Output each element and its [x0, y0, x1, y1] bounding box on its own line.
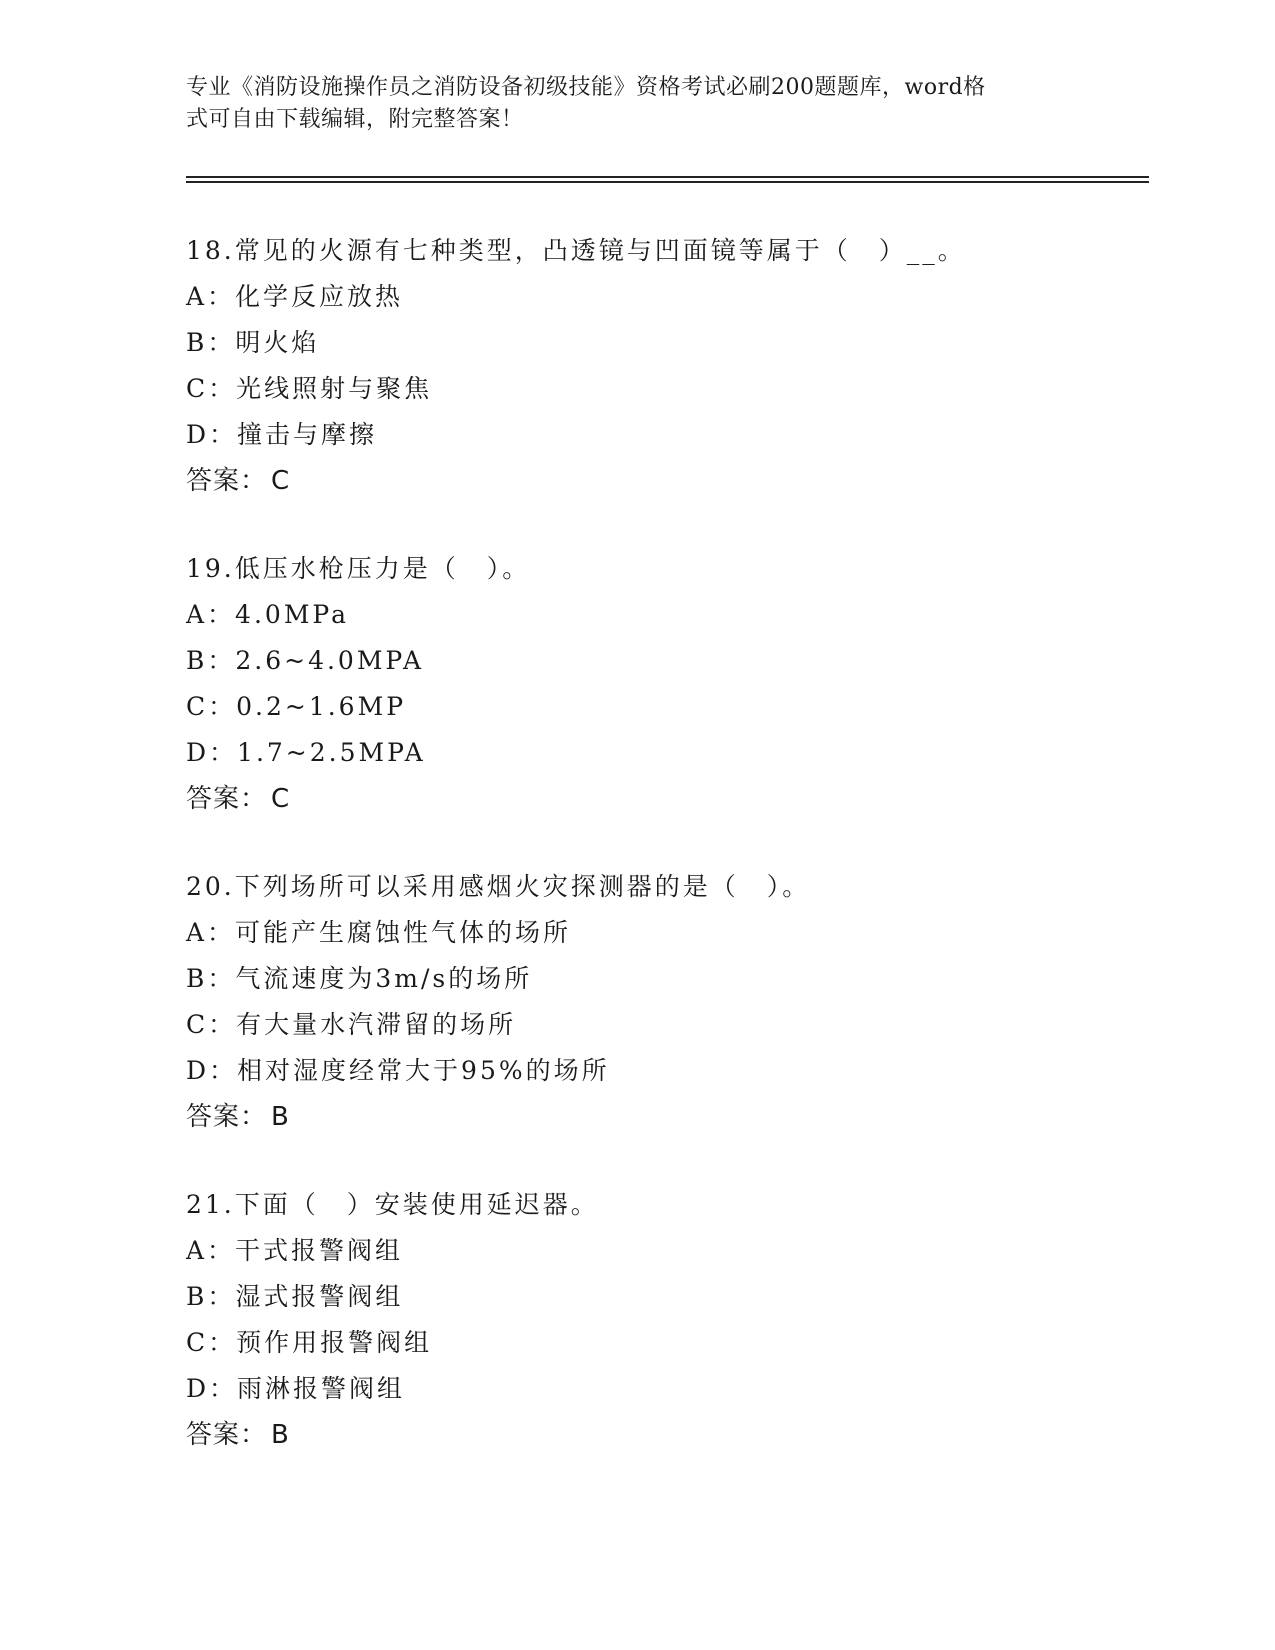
- question-stem: 20.下列场所可以采用感烟火灾探测器的是（ ）。: [186, 872, 811, 901]
- header-divider-top: [186, 176, 1149, 178]
- option-c: C：预作用报警阀组: [186, 1328, 433, 1357]
- option-b: B：气流速度为3m/s的场所: [186, 964, 533, 993]
- option-c: C：光线照射与聚焦: [186, 374, 433, 403]
- option-b: B：湿式报警阀组: [186, 1282, 404, 1311]
- header-line-1: 专业《消防设施操作员之消防设备初级技能》资格考试必刷200题题库，word格: [186, 75, 986, 100]
- answer-label: 答案：: [186, 466, 268, 496]
- option-c: C：有大量水汽滞留的场所: [186, 1010, 517, 1039]
- answer-value: C: [271, 784, 291, 814]
- question-19: [186, 546, 1146, 822]
- question-stem: 21.下面（ ）安装使用延迟器。: [186, 1190, 599, 1219]
- document-header: [186, 72, 1066, 136]
- option-a: A：可能产生腐蚀性气体的场所: [186, 918, 572, 947]
- option-b: B：明火焰: [186, 328, 320, 357]
- answer-value: B: [271, 1102, 290, 1132]
- question-stem: 18.常见的火源有七种类型，凸透镜与凹面镜等属于（ ）__。: [186, 236, 966, 265]
- answer-value: C: [271, 466, 291, 496]
- question-stem: 19.低压水枪压力是（ ）。: [186, 554, 531, 583]
- option-d: D：雨淋报警阀组: [186, 1374, 406, 1403]
- option-d: D：撞击与摩擦: [186, 420, 378, 449]
- header-divider-bottom: [186, 181, 1149, 183]
- question-21: [186, 1182, 1146, 1458]
- option-b: B：2.6~4.0MPA: [186, 646, 425, 675]
- answer-value: B: [271, 1420, 290, 1450]
- option-a: A：化学反应放热: [186, 282, 404, 311]
- option-c: C：0.2~1.6MP: [186, 692, 407, 721]
- option-a: A：4.0MPa: [186, 600, 350, 629]
- question-20: [186, 864, 1146, 1140]
- answer-label: 答案：: [186, 1102, 268, 1132]
- option-a: A：干式报警阀组: [186, 1236, 404, 1265]
- answer-line: [186, 458, 1146, 504]
- answer-label: 答案：: [186, 1420, 268, 1450]
- header-line-2: 式可自由下载编辑，附完整答案！: [186, 107, 524, 132]
- answer-label: 答案：: [186, 784, 268, 814]
- question-18: [186, 228, 1146, 504]
- answer-line: [186, 776, 1146, 822]
- answer-line: [186, 1412, 1146, 1458]
- answer-line: [186, 1094, 1146, 1140]
- option-d: D：相对湿度经常大于95%的场所: [186, 1056, 610, 1085]
- option-d: D：1.7~2.5MPA: [186, 738, 426, 767]
